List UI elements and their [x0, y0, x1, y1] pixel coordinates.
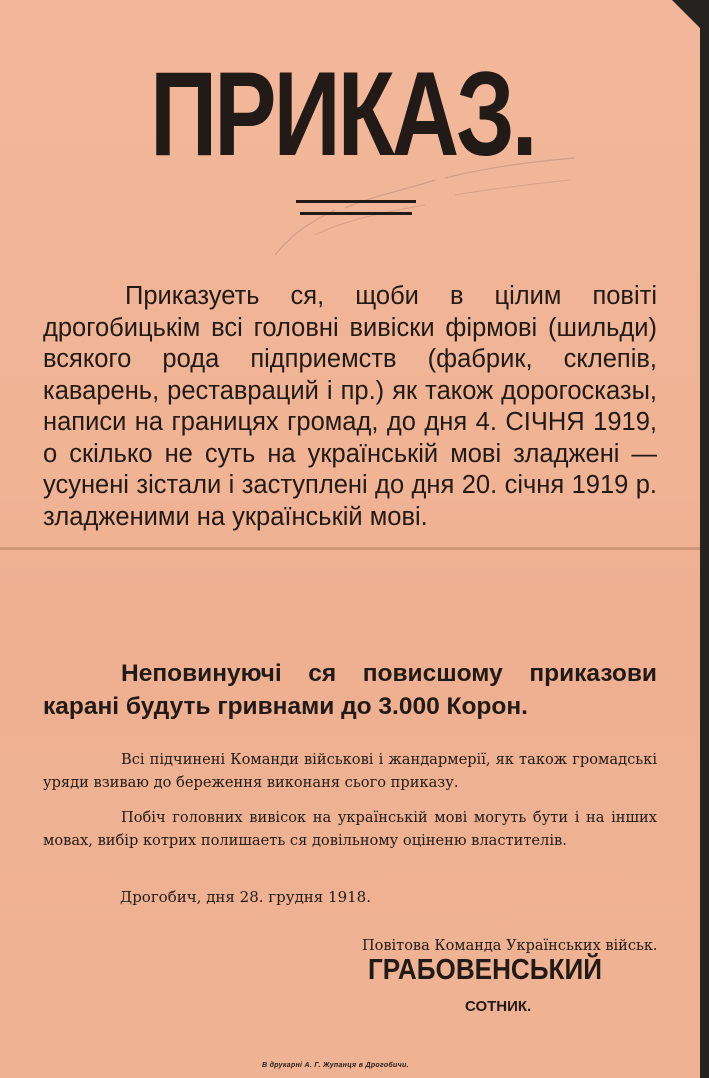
- place-and-date: Дрогобич, дня 28. грудня 1918.: [120, 888, 371, 906]
- issuing-unit: Повітова Команда Українських військ.: [362, 938, 658, 954]
- document-title: ПРИКАЗ.: [150, 47, 535, 181]
- title-underline-bottom: [300, 212, 412, 215]
- order-paragraph-other-languages: Побіч головних вивісок на українській мові могуть бути і на інших мовах, вибір котрих полишаеть ся довільному оціненю властителів.: [43, 809, 657, 849]
- printer-imprint: В друкарні А. Г. Жупанця в Дрогобичи.: [262, 1062, 409, 1069]
- signer-rank: СОТНИК.: [465, 998, 532, 1015]
- torn-corner: [672, 0, 700, 28]
- paper-fold-line: [0, 547, 700, 550]
- order-paragraph-main: Приказуеть ся, щоби в цілим повіті дрогобицькім всі головні вивіски фірмові (шильди) всякого рода підприемств (фабрик, склепів, каварень, реставраций і пр.) як також дорогосказы, написи на границях громад, до дня 4. СІЧНЯ 1919, о скілько не суть на українській мові зладжені — усунені зістали і заступлені до дня 20. січня 1919 р. зладженими на українській мові.: [43, 282, 657, 531]
- order-paragraph-penalty: Неповинуючі ся повисшому приказови карані будуть гривнами до 3.000 Корон.: [43, 660, 657, 720]
- signer-name: ГРАБОВЕНСЬКИЙ: [368, 954, 602, 986]
- title-underline-top: [296, 200, 416, 203]
- order-paragraph-enforcement: Всі підчинені Команди військові і жандармерії, як також громадські уряди взиваю до береження виконаня сього приказу.: [43, 751, 657, 791]
